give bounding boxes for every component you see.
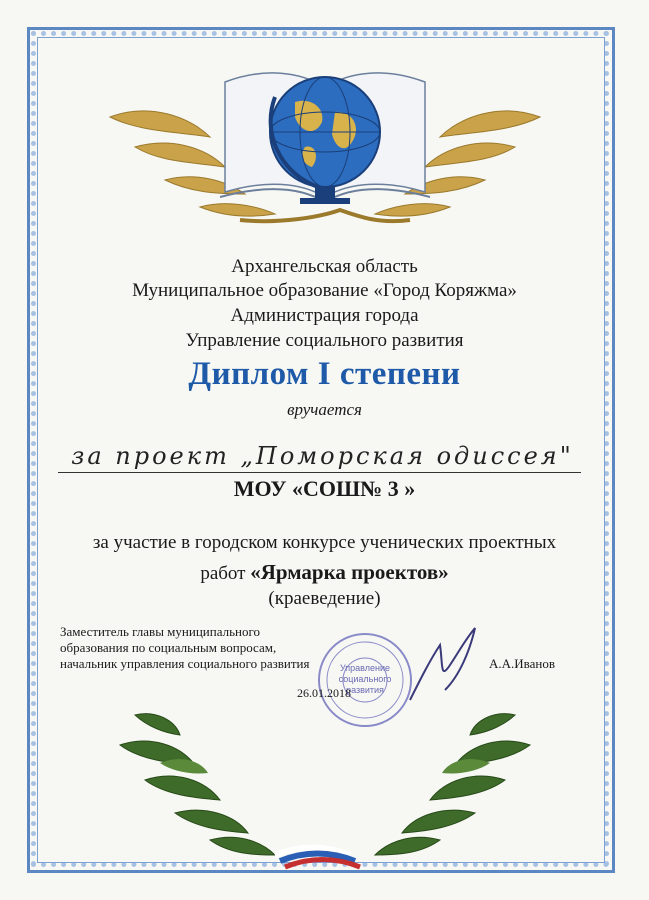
competition-line <box>0 560 649 585</box>
globe-book-laurel-emblem-icon <box>90 42 560 232</box>
position-line-3: начальник управления социального развития <box>60 656 310 671</box>
handwritten-signature-icon <box>405 620 495 710</box>
position-line-2: образования по социальным вопросам, <box>60 640 277 655</box>
signature-date: 26.01.2018 <box>297 686 351 700</box>
stamp-text: Управление социального развития <box>338 663 392 695</box>
header-region: Архангельская область <box>231 256 418 277</box>
header-municipality: Муниципальное образование «Город Коряжма» <box>132 280 517 301</box>
signatory-name: А.А.Иванов <box>489 656 555 671</box>
awarded-label: вручается <box>287 400 362 419</box>
reason-underline <box>58 472 581 473</box>
recipient-school: МОУ «СОШ№ 3 » <box>233 476 416 501</box>
position-line-1: Заместитель главы муниципального <box>60 624 260 639</box>
competition-name: «Ярмарка проектов» <box>250 560 449 584</box>
diploma-title: Диплом I степени <box>188 356 461 392</box>
header-administration: Администрация города <box>230 305 419 326</box>
handwritten-reason: за проект „Поморская одиссея" <box>71 442 574 470</box>
laurel-branch-with-russian-flag-icon <box>110 705 540 870</box>
header-department: Управление социального развития <box>185 330 464 351</box>
competition-prefix: работ <box>200 563 246 584</box>
participation-text: за участие в городском конкурсе ученических проектных <box>92 532 557 553</box>
competition-category: (краеведение) <box>268 588 381 609</box>
